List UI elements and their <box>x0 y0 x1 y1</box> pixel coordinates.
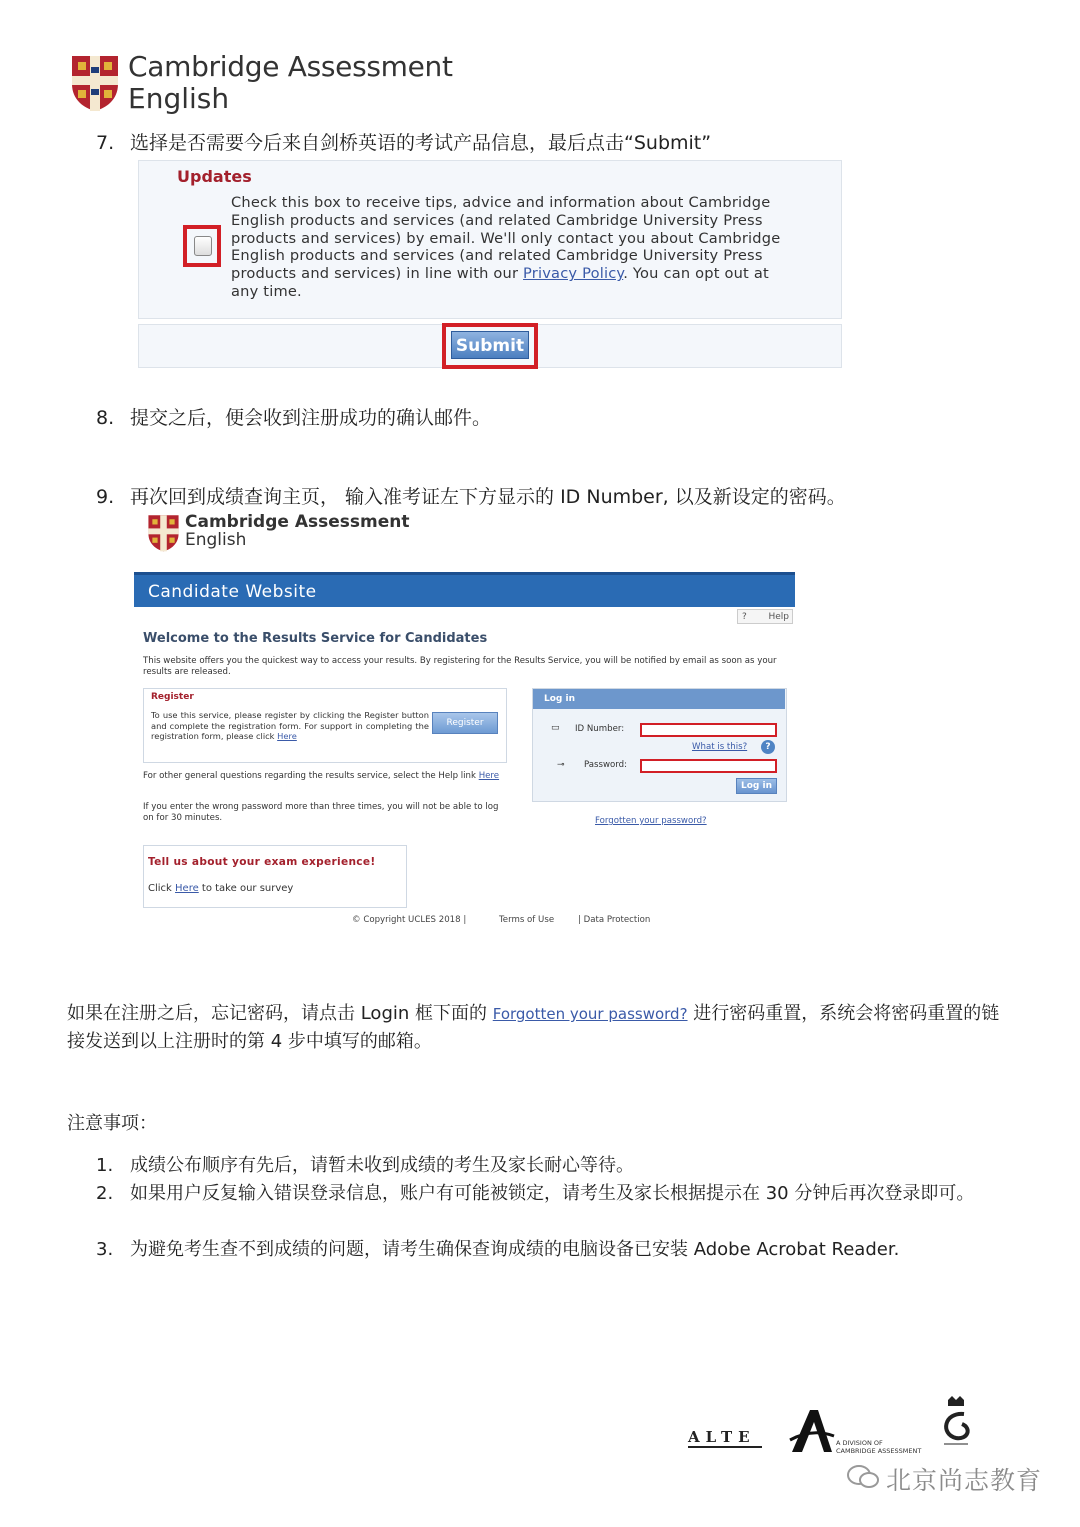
forgot-paragraph-after: 进行密码重置，系统会将密码重置的链接发送到以上注册时的第 4 步中填写的邮箱。 <box>67 1003 1000 1052</box>
wrong-password-text: If you enter the wrong password more than three times, you will not be able to log on for 30 minutes. <box>143 802 499 823</box>
watermark-text: 北京尚志教育 <box>886 1466 1043 1495</box>
help-icon: ? <box>742 612 747 622</box>
id-number-label: ID Number: <box>575 724 625 734</box>
updates-title: Updates <box>177 167 252 186</box>
id-card-icon: ▭ <box>551 723 560 733</box>
brand-line1: Cambridge Assessment <box>128 50 453 83</box>
id-number-input[interactable] <box>640 723 777 737</box>
division-text-1: A DIVISION OF <box>836 1439 883 1447</box>
step-text: 再次回到成绩查询主页， 输入准考证左下方显示的 ID Number, 以及新设定的密码。 <box>130 486 846 508</box>
candidate-website-bar: Candidate Website <box>134 572 795 607</box>
what-is-this-link[interactable]: What is this? <box>692 742 748 752</box>
step-number: 9. <box>96 486 115 508</box>
site-brand-line1: Cambridge Assessment <box>185 512 410 532</box>
help-label: Help <box>768 612 789 622</box>
cambridge-shield-logo <box>70 54 120 112</box>
wechat-icon <box>846 1464 880 1490</box>
queens-award-logo <box>934 1394 978 1450</box>
alte-logo <box>688 1420 770 1456</box>
cambridge-shield-logo-small <box>147 514 180 552</box>
forgotten-password-link[interactable]: Forgotten your password? <box>492 1005 688 1023</box>
terms-link[interactable]: Terms of Use <box>499 915 555 925</box>
data-protection-link[interactable]: | Data Protection <box>578 915 651 925</box>
note-number: 1. <box>96 1155 114 1176</box>
forgotten-password-link-small[interactable]: Forgotten your password? <box>595 816 707 826</box>
updates-text-tail: . You can opt out at any time. <box>231 265 769 300</box>
step-number: 7. <box>96 132 115 154</box>
password-input[interactable] <box>640 759 777 773</box>
note-item-1 <box>96 1152 1006 1179</box>
intro-text: This website offers you the quickest way to access your results. By registering for the Results Service, you will be notified by email as soon as your results are released. <box>143 656 777 677</box>
password-label: Password: <box>584 760 628 770</box>
survey-text-before: Click <box>148 883 176 894</box>
register-button[interactable]: Register <box>432 712 498 734</box>
survey-here-link[interactable]: Here <box>175 883 199 894</box>
other-questions-text <box>143 771 505 782</box>
note-number: 2. <box>96 1183 114 1204</box>
brand-line2: English <box>128 82 230 115</box>
submit-button[interactable]: Submit <box>451 331 529 359</box>
updates-checkbox[interactable] <box>194 236 212 256</box>
survey-title: Tell us about your exam experience! <box>148 856 376 868</box>
note-text: 为避免考生查不到成绩的问题，请考生确保查询成绩的电脑设备已安装 Adobe Acrobat Reader. <box>130 1239 900 1260</box>
register-body: To use this service, please register by clicking the Register button and complete the registration form. For support in completing the registration form, please click <box>151 710 429 741</box>
copyright-text: © Copyright UCLES 2018 | <box>352 915 467 925</box>
division-text-2: CAMBRIDGE ASSESSMENT <box>836 1447 922 1455</box>
notes-heading: 注意事项： <box>67 1113 157 1134</box>
privacy-policy-link[interactable]: Privacy Policy <box>523 265 624 283</box>
note-number: 3. <box>96 1239 114 1260</box>
welcome-heading: Welcome to the Results Service for Candidates <box>143 631 488 646</box>
step-text: 提交之后，便会收到注册成功的确认邮件。 <box>130 407 492 429</box>
updates-text-body: Check this box to receive tips, advice and information about Cambridge English products and services (and related Cambridge University Press products and services) by email. We'll only contact you about Cambridge English products and services (and related Cambridge University Press products and services) in line with our <box>231 194 781 283</box>
alte-text: ALTE <box>688 1420 762 1448</box>
register-here-link[interactable]: Here <box>277 731 297 741</box>
cambridge-a-logo <box>788 1406 836 1454</box>
survey-text <box>148 883 293 894</box>
help-button[interactable] <box>737 609 793 624</box>
site-brand-line2: English <box>185 530 247 550</box>
other-questions-body: For other general questions regarding the results service, select the Help link <box>143 771 479 781</box>
updates-text <box>231 194 791 301</box>
forgot-paragraph-before: 如果在注册之后，忘记密码，请点击 Login 框下面的 <box>67 1003 493 1024</box>
note-item-2 <box>96 1180 1006 1207</box>
step-number: 8. <box>96 407 115 429</box>
note-text: 如果用户反复输入错误登录信息，账户有可能被锁定，请考生及家长根据提示在 30 分钟后再次登录即可。 <box>130 1183 975 1204</box>
question-icon[interactable]: ? <box>761 740 775 754</box>
help-here-link[interactable]: Here <box>478 771 500 781</box>
key-icon: ⊸ <box>557 760 565 770</box>
step-8 <box>96 403 491 430</box>
step-9 <box>96 482 846 509</box>
survey-text-after: to take our survey <box>198 883 294 894</box>
note-text: 成绩公布顺序有先后，请暂未收到成绩的考生及家长耐心等待。 <box>130 1155 634 1176</box>
note-item-3 <box>96 1236 1006 1263</box>
step-text: 选择是否需要今后来自剑桥英语的考试产品信息，最后点击“Submit” <box>130 132 712 154</box>
register-title: Register <box>151 692 194 702</box>
login-title: Log in <box>533 689 785 709</box>
survey-panel <box>143 845 407 908</box>
login-button[interactable]: Log in <box>736 778 777 794</box>
step-7 <box>96 128 711 155</box>
register-text <box>151 710 429 742</box>
forgot-paragraph <box>67 1000 1007 1055</box>
